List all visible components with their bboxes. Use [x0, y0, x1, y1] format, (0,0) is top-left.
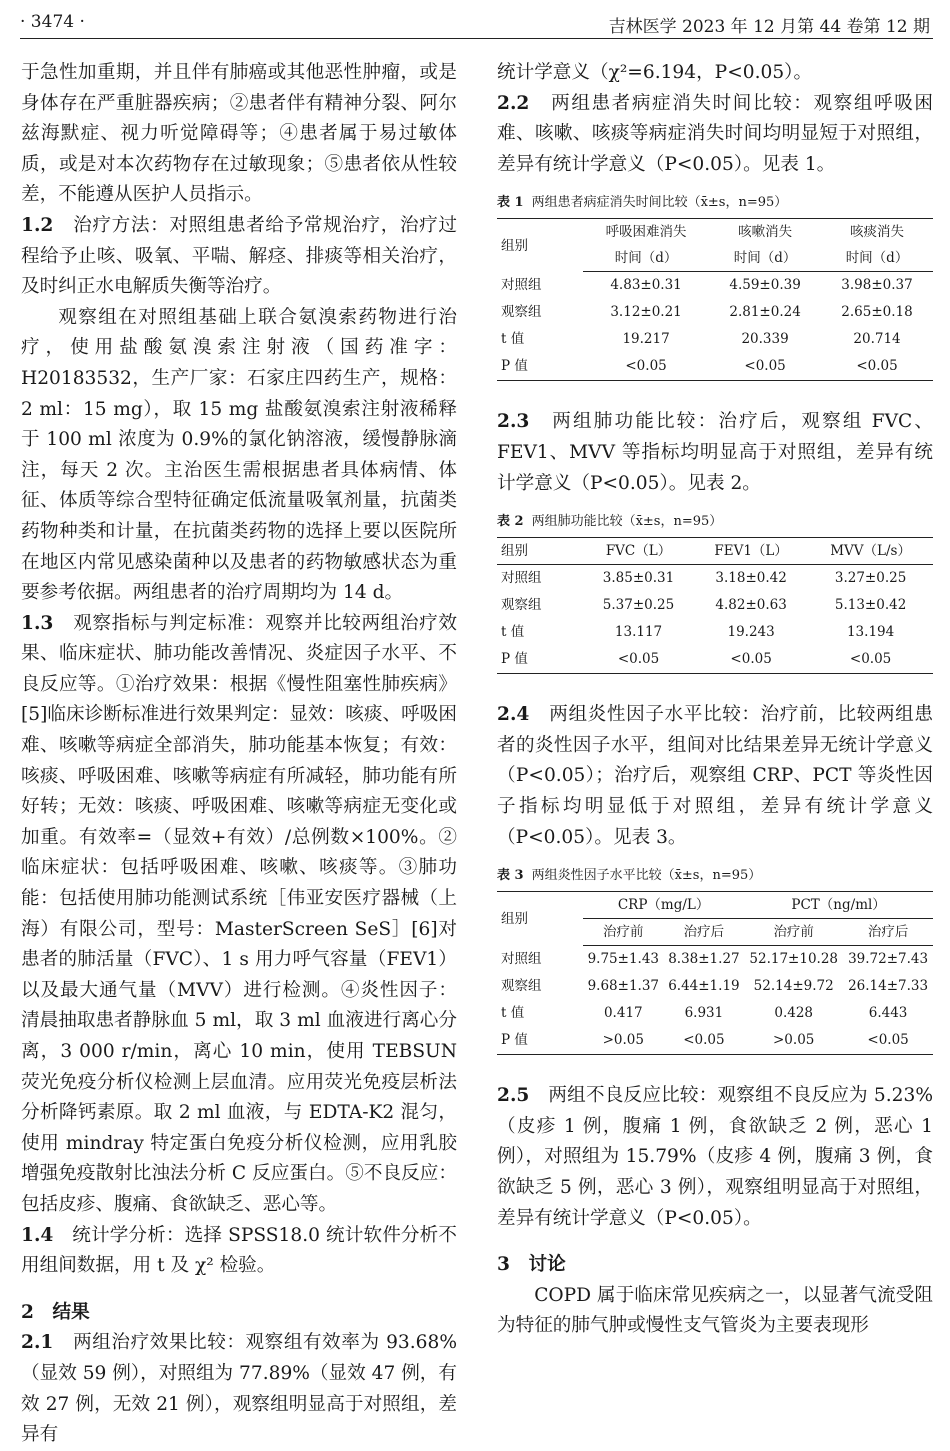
table-row [497, 272, 933, 300]
table-cell: <0.05 [867, 1032, 909, 1049]
section-1-2 [21, 211, 457, 303]
table-3 [497, 891, 933, 1055]
table-header: 组别 [497, 538, 583, 565]
table-cell: 观察组 [501, 978, 542, 995]
table-cell: 6.443 [868, 1005, 908, 1022]
section-number: 2.1 [21, 1332, 54, 1354]
table-row [497, 299, 933, 326]
paragraph: 观察组在对照组基础上联合氨溴索药物进行治疗，使用盐酸氨溴索注射液（国药准字：H20183532，生产厂家：石家庄四药生产，规格：2 ml：15 mg），取 15 mg 盐酸氨溴索注射液稀释于 100 ml 浓度为 0.9%的氯化钠溶液，缓慢静脉滴注，每天 2 次。主治医生需根据患者具体病情、体征、体质等综合型特征确定低流量吸氧剂量，抗菌类药物种类和计量，在抗菌类药物的选择上要以医院所在地区内常见感染菌种以及患者的药物敏感状态为重要参考依据。两组患者的治疗周期均为 14 d。 [21, 306, 457, 604]
table-header: 时间（d） [583, 245, 709, 272]
table-header: 咳痰消失 [850, 224, 905, 241]
table-cell: <0.05 [617, 651, 660, 668]
table-row [497, 353, 933, 381]
table-2-caption [497, 513, 933, 531]
section-number: 2.4 [497, 704, 530, 726]
section-text: 治疗方法：对照组患者给予常规治疗，治疗过程给予止咳、吸氧、平喘、解痉、排痰等相关治疗，及时纠正水电解质失衡等治疗。 [21, 214, 457, 298]
table-cell: 8.38±1.27 [668, 951, 740, 968]
table-cell: t 值 [501, 1005, 525, 1022]
table-cell: >0.05 [773, 1032, 815, 1049]
table-header: 组别 [501, 237, 528, 254]
section-heading-discussion: 3 讨论 [497, 1254, 566, 1276]
table-cell: 20.339 [741, 331, 789, 348]
table-2 [497, 537, 933, 674]
section-2-4 [497, 700, 933, 853]
table-cell: <0.05 [856, 358, 898, 375]
page-number: · 3474 · [20, 12, 85, 32]
table-cell: 5.13±0.42 [834, 597, 907, 614]
table-header: 治疗后 [664, 919, 745, 946]
table-header: 治疗后 [843, 919, 933, 946]
section-text: 观察指标与判定标准：观察并比较两组治疗效果、临床症状、肺功能改善情况、炎症因子水平、不良反应等。①治疗效果：根据《慢性阻塞性肺疾病》[5]临床诊断标准进行效果判定：显效：咳痰、呼吸困难、咳嗽等病症全部消失，肺功能基本恢复；有效：咳痰、呼吸困难、咳嗽等病症有所减轻，肺功能有所好转；无效：咳痰、呼吸困难、咳嗽等病症无变化或加重。有效率=（显效+有效）/总例数×100%。②临床症状：包括呼吸困难、咳嗽、咳痰等。③肺功能：包括使用肺功能测试系统［伟亚安医疗器械（上海）有限公司，型号：MasterScreen SeS］[6]对患者的肺活量（FVC）、1 s 用力呼气容量（FEV1）以及最大通气量（MVV）进行检测。④炎性因子：清晨抽取患者静脉血 5 ml，取 3 ml 血液进行离心分离，3 000 r/min，离心 10 min，使用 TEBSUN 荧光免疫分析仪检测上层血清。应用荧光免疫层析法分析降钙素原。取 2 ml 血液，与 EDTA-K2 混匀，使用 mindray 特定蛋白免疫分析仪检测，应用乳胶增强免疫散射比浊法分析 C 反应蛋白。⑤不良反应：包括皮疹、腹痛、食欲缺乏、恶心等。 [21, 612, 457, 1215]
section-number: 2.3 [497, 411, 530, 433]
table-cell: P 值 [501, 1032, 528, 1049]
table-cell: 20.714 [853, 331, 901, 348]
table-cell: 52.17±10.28 [749, 951, 838, 968]
right-column [497, 58, 933, 1342]
table-cell: 3.18±0.42 [715, 570, 787, 587]
table-cell: 3.85±0.31 [602, 570, 675, 587]
table-header: 时间（d） [709, 245, 821, 272]
table-cell: 6.931 [684, 1005, 724, 1022]
table-cell: >0.05 [602, 1032, 644, 1049]
table-title: 两组炎性因子水平比较（x̄±s，n=95） [531, 868, 762, 884]
table-1-caption [497, 194, 933, 212]
section-1-4 [21, 1221, 457, 1282]
table-cell: 3.98±0.37 [841, 277, 913, 294]
table-header: 组别 [501, 910, 528, 927]
table-cell: 4.82±0.63 [715, 597, 787, 614]
table-header: CRP（mg/L） [583, 892, 744, 919]
table-label: 表 1 [497, 195, 524, 211]
section-text: 两组治疗效果比较：观察组有效率为 93.68%（显效 59 例），对照组为 77.89%（显效 47 例，有效 27 例，无效 21 例），观察组明显高于对照组，差异有 [21, 1332, 457, 1446]
table-cell: 26.14±7.33 [848, 978, 929, 995]
section-number: 1.4 [21, 1224, 54, 1246]
section-text: 统计学分析：选择 SPSS18.0 统计软件分析不用组间数据，用 t 及 χ² 检验。 [21, 1224, 457, 1277]
section-2-5 [497, 1081, 933, 1234]
table-row [497, 1027, 933, 1055]
table-cell: t 值 [501, 624, 525, 641]
table-3-caption [497, 867, 933, 885]
table-header: FVC（L） [583, 538, 694, 565]
table-row [497, 326, 933, 353]
table-header: 时间（d） [821, 245, 933, 272]
section-number: 2.5 [497, 1085, 530, 1107]
table-header: MVV（L/s） [808, 538, 933, 565]
table-cell: 对照组 [501, 277, 542, 294]
table-header: 咳嗽消失 [738, 224, 793, 241]
paragraph: 于急性加重期，并且伴有肺癌或其他恶性肿瘤，或是身体存在严重脏器疾病；②患者伴有精神分裂、阿尔兹海默症、视力听觉障碍等；④患者属于易过敏体质，或是对本次药物存在过敏现象；⑤患者依从性较差，不能遵从医护人员指示。 [21, 62, 457, 206]
table-cell: 观察组 [501, 597, 542, 614]
table-header: 呼吸困难消失 [605, 224, 687, 241]
journal-citation: 吉林医学 2023 年 12 月第 44 卷第 12 期 [608, 17, 930, 37]
table-row [497, 619, 933, 646]
table-cell: 4.83±0.31 [610, 277, 682, 294]
table-cell: 19.217 [622, 331, 670, 348]
table-cell: 13.194 [846, 624, 895, 641]
table-cell: 39.72±7.43 [848, 951, 929, 968]
header-rule [20, 38, 933, 39]
table-row [497, 1000, 933, 1027]
section-number: 2.2 [497, 92, 530, 114]
section-2-1 [21, 1328, 457, 1450]
table-cell: 观察组 [501, 304, 542, 321]
table-cell: 13.117 [614, 624, 663, 641]
table-cell: 0.428 [774, 1005, 814, 1022]
table-row [497, 592, 933, 619]
table-header: 治疗前 [583, 919, 664, 946]
table-row [497, 973, 933, 1000]
table-cell: 3.12±0.21 [610, 304, 682, 321]
table-cell: t 值 [501, 331, 525, 348]
table-header: 治疗前 [744, 919, 843, 946]
section-2-2 [497, 89, 933, 181]
table-1 [497, 218, 933, 381]
table-cell: 对照组 [501, 570, 542, 587]
section-text: 两组肺功能比较：治疗后，观察组 FVC、FEV1、MVV 等指标均明显高于对照组，差异有统计学意义（P<0.05）。见表 2。 [497, 411, 933, 494]
section-text: 两组患者病症消失时间比较：观察组呼吸困难、咳嗽、咳痰等病症消失时间均明显短于对照组，差异有统计学意义（P<0.05）。见表 1。 [497, 92, 933, 175]
table-cell: 对照组 [501, 950, 542, 967]
table-cell: 2.81±0.24 [729, 304, 801, 321]
table-cell: P 值 [501, 358, 528, 375]
section-heading-results: 2 结果 [21, 1301, 90, 1323]
page-header [0, 0, 950, 44]
left-column [21, 58, 457, 1451]
table-cell: 2.65±0.18 [841, 304, 913, 321]
table-header: FEV1（L） [694, 538, 808, 565]
table-cell: P 值 [501, 651, 528, 668]
table-cell: <0.05 [625, 358, 667, 375]
section-text: 两组炎性因子水平比较：治疗前，比较两组患者的炎性因子水平，组间对比结果差异无统计学意义（P<0.05）；治疗后，观察组 CRP、PCT 等炎性因子指标均明显低于对照组，差异有统计学意义（P<0.05）。见表 3。 [497, 704, 933, 848]
table-label: 表 3 [497, 868, 524, 884]
table-cell: 4.59±0.39 [729, 277, 801, 294]
table-cell: <0.05 [683, 1032, 725, 1049]
table-title: 两组患者病症消失时间比较（x̄±s，n=95） [531, 195, 788, 211]
table-cell: <0.05 [744, 358, 786, 375]
table-cell: 9.68±1.37 [587, 978, 660, 995]
section-1-3 [21, 609, 457, 1221]
section-number: 1.2 [21, 214, 54, 236]
section-2-3 [497, 407, 933, 499]
section-text: 两组不良反应比较：观察组不良反应为 5.23%（皮疹 1 例，腹痛 1 例，食欲缺乏 2 例，恶心 1 例），对照组为 15.79%（皮疹 4 例，腹痛 3 例，食欲缺乏 5 例，恶心 3 例），观察组明显高于对照组，差异有统计学意义（P<0.05）。 [497, 1085, 933, 1229]
table-cell: 52.14±9.72 [753, 978, 834, 995]
section-number: 1.3 [21, 612, 54, 634]
table-cell: 6.44±1.19 [668, 978, 740, 995]
table-cell: <0.05 [730, 651, 772, 668]
table-header: PCT（ng/ml） [744, 892, 933, 919]
table-row [497, 646, 933, 674]
table-cell: <0.05 [849, 651, 892, 668]
table-cell: 3.27±0.25 [834, 570, 907, 587]
table-cell: 19.243 [727, 624, 775, 641]
paragraph: 统计学意义（χ²=6.194，P<0.05）。 [497, 62, 813, 83]
table-cell: 9.75±1.43 [587, 951, 660, 968]
table-cell: 5.37±0.25 [602, 597, 675, 614]
table-title: 两组肺功能比较（x̄±s，n=95） [531, 514, 723, 530]
table-row [497, 946, 933, 974]
table-cell: 0.417 [603, 1005, 643, 1022]
table-row [497, 565, 933, 593]
paragraph: COPD 属于临床常见疾病之一，以显著气流受阻为特征的肺气肿或慢性支气管炎为主要表现形 [497, 1284, 933, 1337]
table-label: 表 2 [497, 514, 524, 530]
